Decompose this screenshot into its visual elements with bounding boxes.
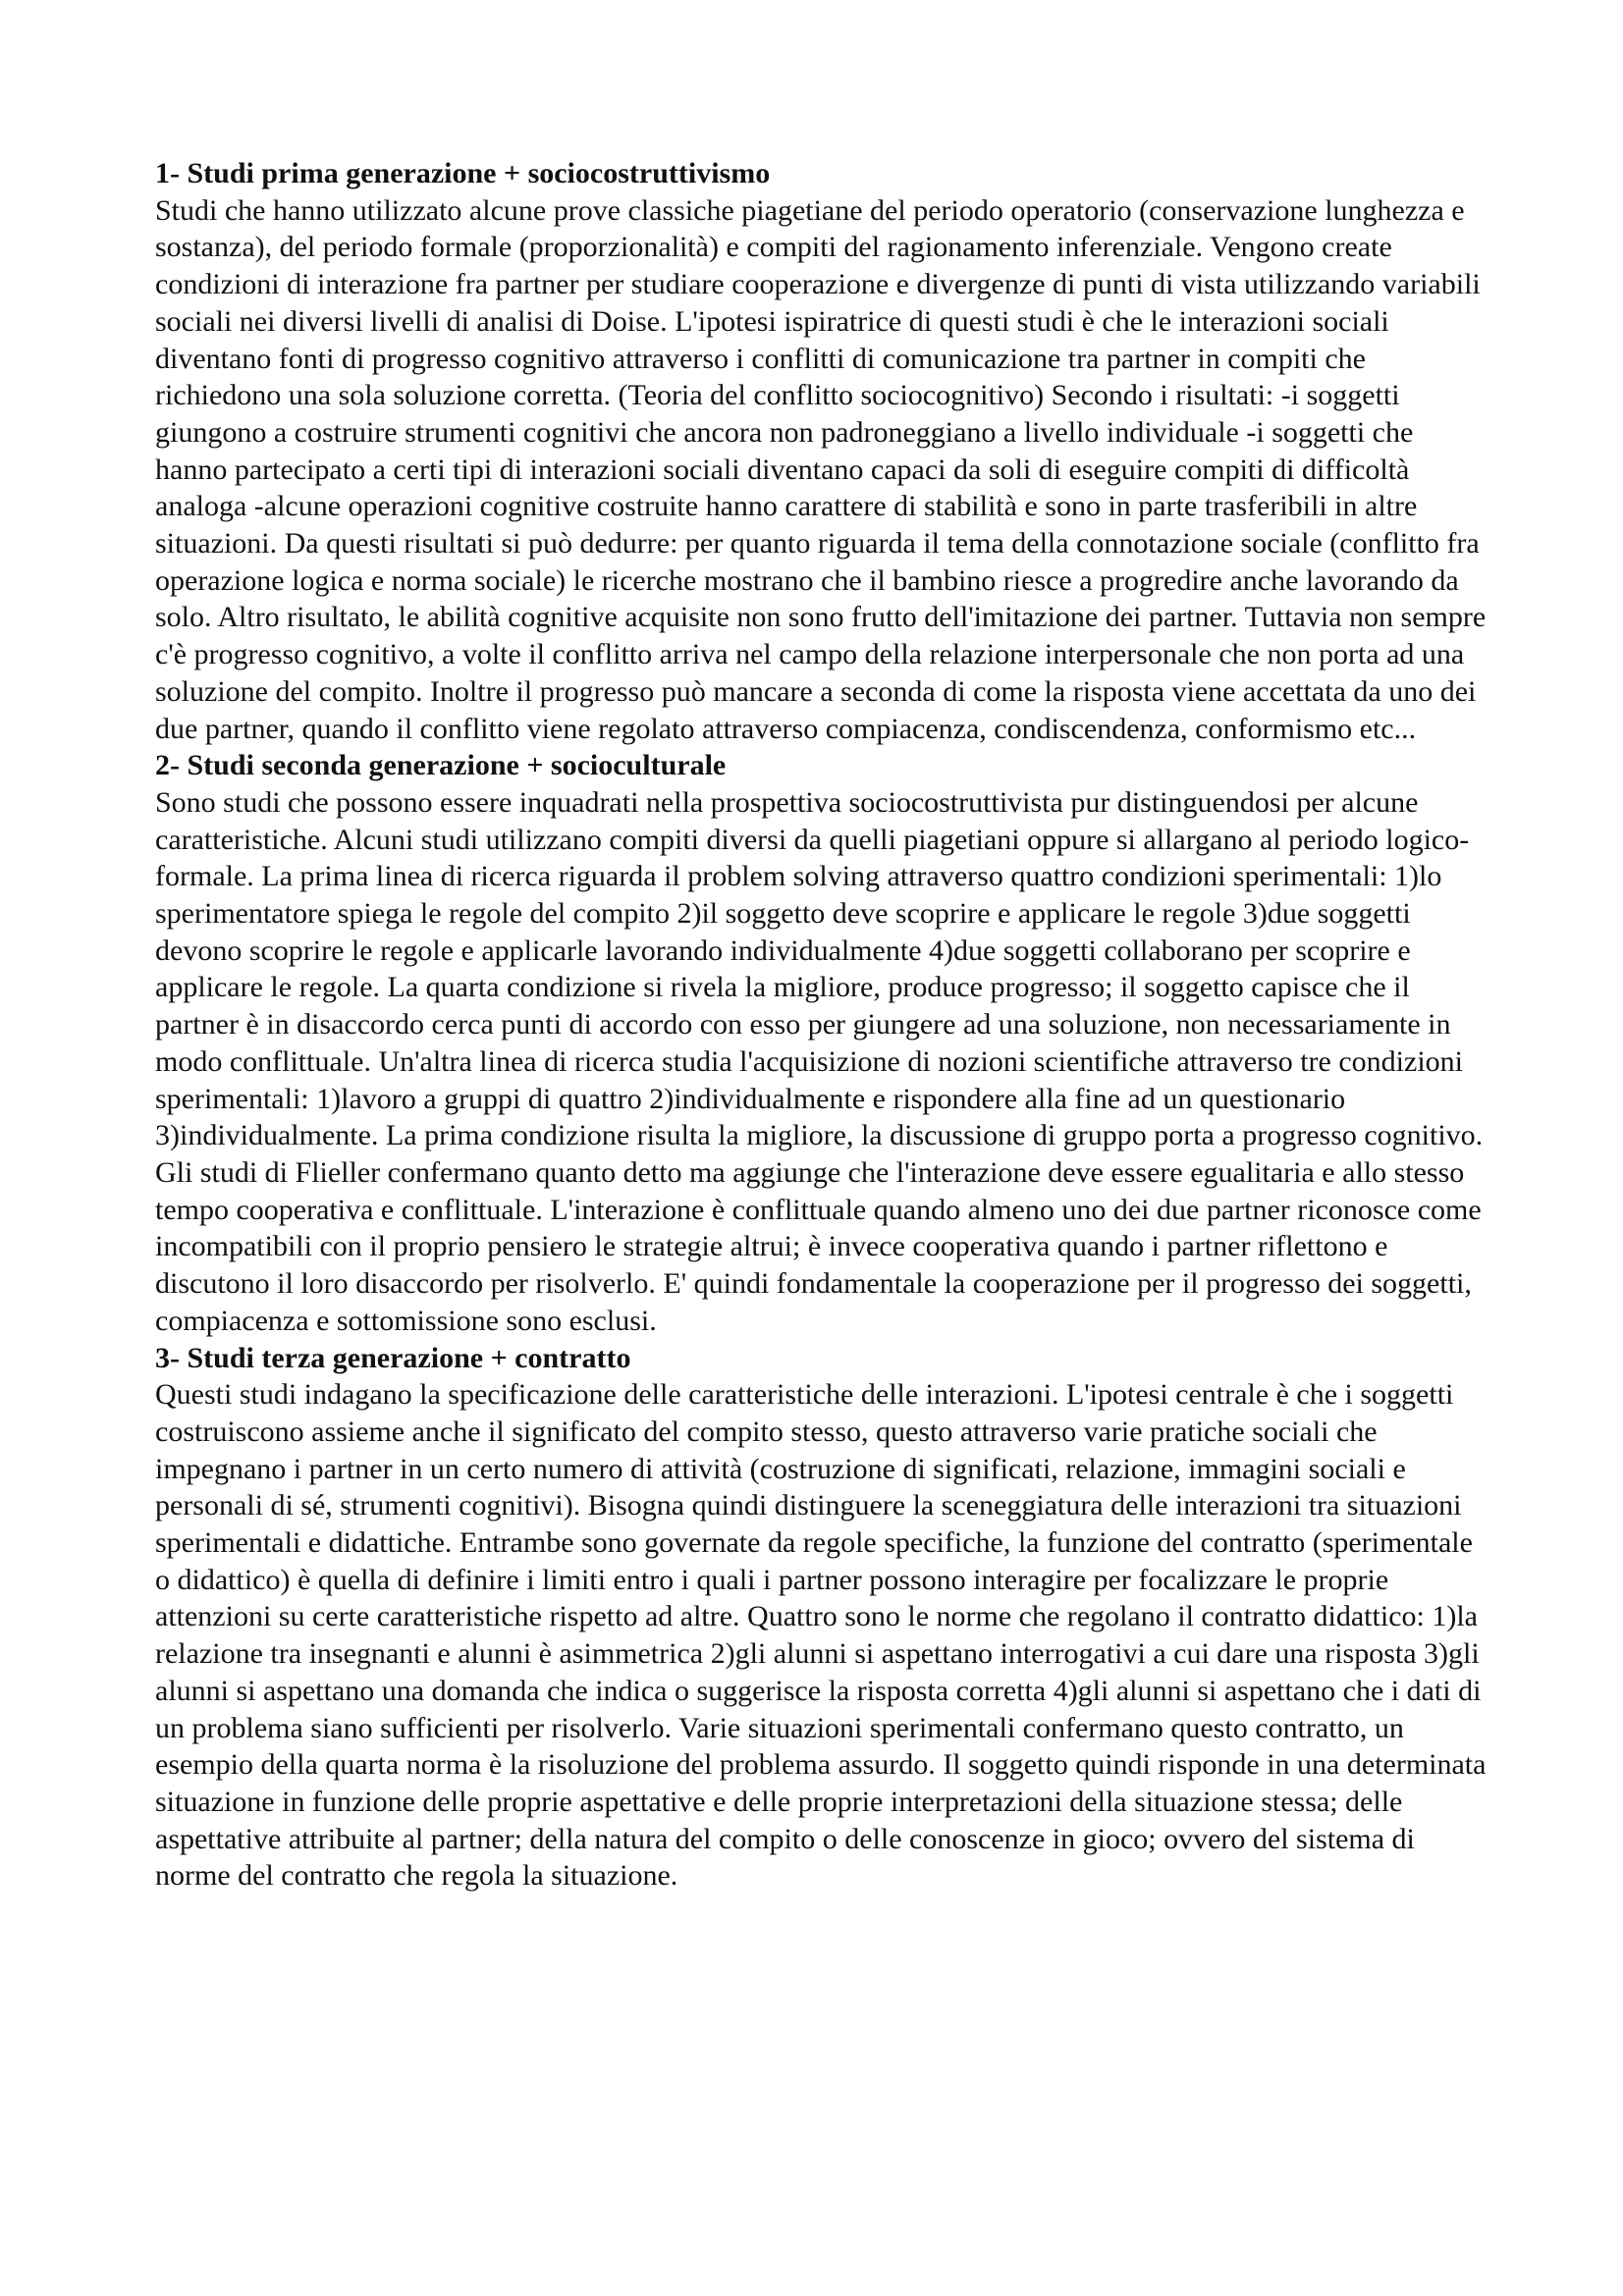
section-body: Studi che hanno utilizzato alcune prove classiche piagetiane del periodo operatorio (conservazione lunghezza e sostanza), del periodo formale (proporzionalità) e compiti del ragionamento inferenziale. Vengono create condizioni di interazione fra partner per studiare cooperazione e divergenze di punti di vista utilizzando variabili sociali nei diversi livelli di analisi di Doise. L'ipotesi ispiratrice di questi studi è che le interazioni sociali diventano fonti di progresso cognitivo attraverso i conflitti di comunicazione tra partner in compiti che richiedono una sola soluzione corretta. (Teoria del conflitto sociocognitivo) Secondo i risultati: -i soggetti giungono a costruire strumenti cognitivi che ancora non padroneggiano a livello individuale -i soggetti che hanno partecipato a certi tipi di interazioni sociali diventano capaci da soli di eseguire compiti di difficoltà analoga -alcune operazioni cognitive costruite hanno carattere di stabilità e sono in parte trasferibili in altre situazioni. Da questi risultati si può dedurre: per quanto riguarda il tema della connotazione sociale (conflitto fra operazione logica e norma sociale) le ricerche mostrano che il bambino riesce a progredire anche lavorando da solo. Altro risultato, le abilità cognitive acquisite non sono frutto dell'imitazione dei partner. Tuttavia non sempre c'è progresso cognitivo, a volte il conflitto arriva nel campo della relazione interpersonale che non porta ad una soluzione del compito. Inoltre il progresso può mancare a seconda di come la risposta viene accettata da uno dei due partner, quando il conflitto viene regolato attraverso compiacenza, condiscendenza, conformismo etc... — [155, 193, 1487, 745]
section-title: 1- Studi prima generazione + sociocostruttivismo — [155, 157, 771, 189]
document-page — [155, 155, 1490, 1895]
section-title: 2- Studi seconda generazione + socioculturale — [155, 749, 727, 782]
section-third-generation — [155, 1340, 1490, 1896]
section-first-generation — [155, 155, 1490, 747]
section-body: Questi studi indagano la specificazione delle caratteristiche delle interazioni. L'ipotesi centrale è che i soggetti costruiscono assieme anche il significato del compito stesso, questo attraverso varie pratiche sociali che impegnano i partner in un certo numero di attività (costruzione di significati, relazione, immagini sociali e personali di sé, strumenti cognitivi). Bisogna quindi distinguere la sceneggiatura delle interazioni tra situazioni sperimentali e didattiche. Entrambe sono governate da regole specifiche, la funzione del contratto (sperimentale o didattico) è quella di definire i limiti entro i quali i partner possono interagire per focalizzare le proprie attenzioni su certe caratteristiche rispetto ad altre. Quattro sono le norme che regolano il contratto didattico: 1)la relazione tra insegnanti e alunni è asimmetrica 2)gli alunni si aspettano interrogativi a cui dare una risposta 3)gli alunni si aspettano una domanda che indica o suggerisce la risposta corretta 4)gli alunni si aspettano che i dati di un problema siano sufficienti per risolverlo. Varie situazioni sperimentali confermano questo contratto, un esempio della quarta norma è la risoluzione del problema assurdo. Il soggetto quindi risponde in una determinata situazione in funzione delle proprie aspettative e delle proprie interpretazioni della situazione stessa; delle aspettative attribuite al partner; della natura del compito o delle conoscenze in gioco; ovvero del sistema di norme del contratto che regola la situazione. — [155, 1378, 1487, 1893]
section-body: Sono studi che possono essere inquadrati nella prospettiva sociocostruttivista pur distinguendosi per alcune caratteristiche. Alcuni studi utilizzano compiti diversi da quelli piagetiani oppure si allargano al periodo logico-formale. La prima linea di ricerca riguarda il problem solving attraverso quattro condizioni sperimentali: 1)lo sperimentatore spiega le regole del compito 2)il soggetto deve scoprire e applicare le regole 3)due soggetti devono scoprire le regole e applicarle lavorando individualmente 4)due soggetti collaborano per scoprire e applicare le regole. La quarta condizione si rivela la migliore, produce progresso; il soggetto capisce che il partner è in disaccordo cerca punti di accordo con esso per giungere ad una soluzione, non necessariamente in modo conflittuale. Un'altra linea di ricerca studia l'acquisizione di nozioni scientifiche attraverso tre condizioni sperimentali: 1)lavoro a gruppi di quattro 2)individualmente e rispondere alla fine ad un questionario 3)individualmente. La prima condizione risulta la migliore, la discussione di gruppo porta a progresso cognitivo. Gli studi di Flieller confermano quanto detto ma aggiunge che l'interazione deve essere egualitaria e allo stesso tempo cooperativa e conflittuale. L'interazione è conflittuale quando almeno uno dei due partner riconosce come incompatibili con il proprio pensiero le strategie altrui; è invece cooperativa quando i partner riflettono e discutono il loro disaccordo per risolverlo. E' quindi fondamentale la cooperazione per il progresso dei soggetti, compiacenza e sottomissione sono esclusi. — [155, 785, 1484, 1337]
section-title: 3- Studi terza generazione + contratto — [155, 1341, 631, 1374]
section-second-generation — [155, 747, 1490, 1339]
